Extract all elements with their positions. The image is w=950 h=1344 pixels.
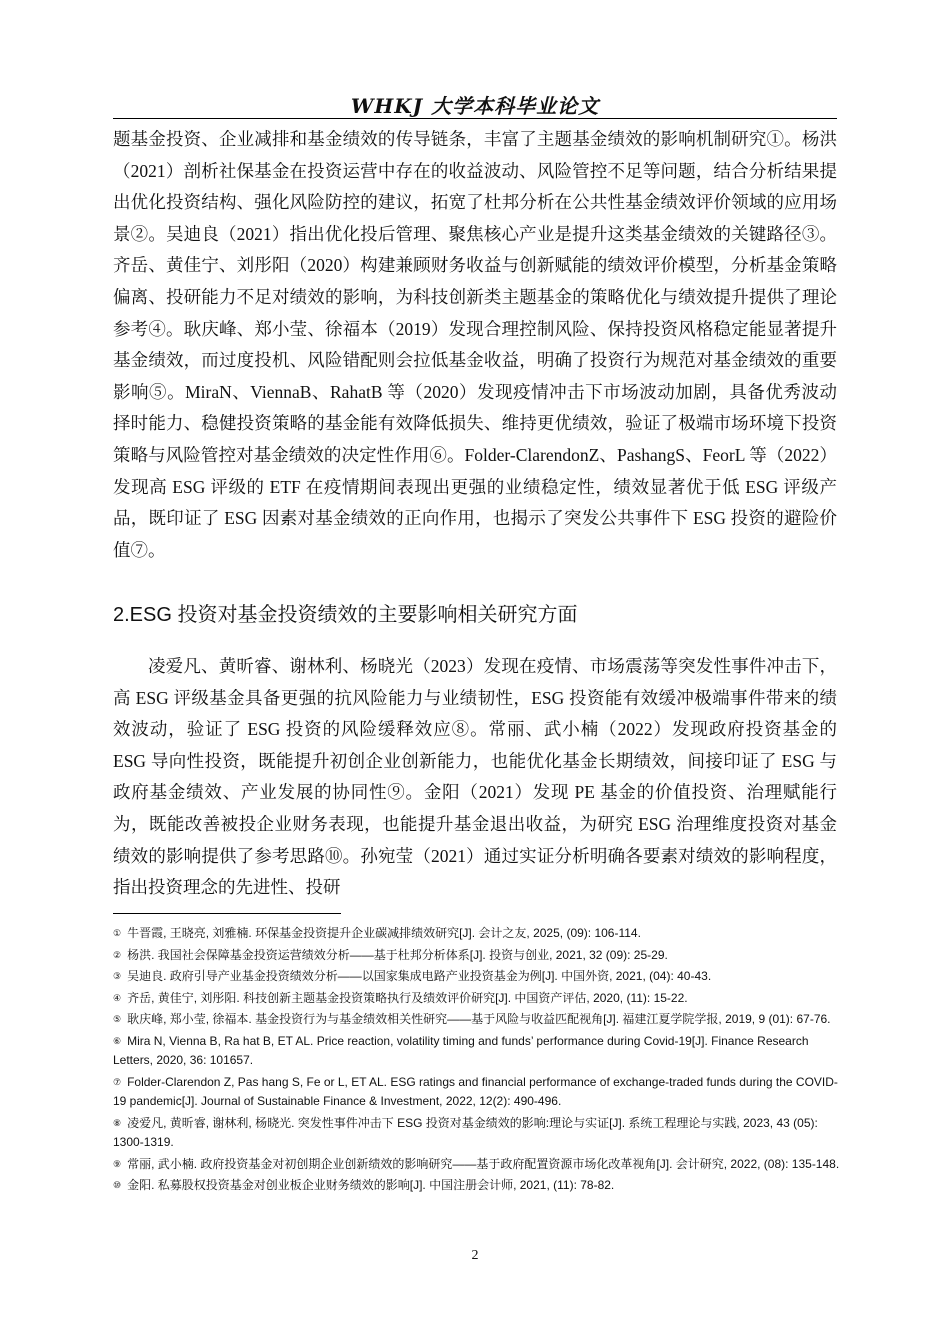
section1-body	[113, 124, 837, 566]
footnote	[113, 989, 843, 1009]
footnote-mark: ④	[113, 992, 122, 1003]
footnote-text: 吴迪良. 政府引导产业基金投资绩效分析——以国家集成电路产业投资基金为例[J]. 中国外资, 2021, (04): 40-43.	[127, 969, 712, 983]
footnote-text: Mira N, Vienna B, Ra hat B, ET AL. Price reaction, volatility timing and funds’ performance during Covid-19[J]. Finance Research Letters, 2020, 36: 101657.	[113, 1033, 809, 1067]
section-heading: 2.ESG 投资对基金投资绩效的主要影响相关研究方面	[113, 604, 578, 626]
footnote	[113, 1114, 843, 1153]
footnote-rule	[113, 913, 341, 914]
footnotes	[113, 924, 843, 1198]
footnote-text: 杨洪. 我国社会保障基金投资运营绩效分析——基于杜邦分析体系[J]. 投资与创业, 2021, 32 (09): 25-29.	[127, 947, 668, 962]
footnote-mark: ⑦	[113, 1076, 122, 1087]
footnote	[113, 967, 843, 987]
section1-paragraph: 题基金投资、企业减排和基金绩效的传导链条，丰富了主题基金绩效的影响机制研究①。杨洪（2021）剖析社保基金在投资运营中存在的收益波动、风险管控不足等问题，结合分析结果提出优化投资结构、强化风险防控的建议，拓宽了杜邦分析在公共性基金绩效评价领域的应用场景②。吴迪良（2021）指出优化投后管理、聚焦核心产业是提升这类基金绩效的关键路径③。齐岳、黄佳宁、刘彤阳（2020）构建兼顾财务收益与创新赋能的绩效评价模型，分析基金策略偏离、投研能力不足对绩效的影响，为科技创新类主题基金的策略优化与绩效提升提供了理论参考④。耿庆峰、郑小莹、徐福本（2019）发现合理控制风险、保持投资风格稳定能显著提升基金绩效，而过度投机、风险错配则会拉低基金收益，明确了投资行为规范对基金绩效的重要影响⑤。MiraN、ViennaB、RahatB 等（2020）发现疫情冲击下市场波动加剧，具备优秀波动择时能力、稳健投资策略的基金能有效降低损失、维持更优绩效，验证了极端市场环境下投资策略与风险管控对基金绩效的决定性作用⑥。Folder-ClarendonZ、PashangS、FeorL 等（2022）发现高 ESG 评级的 ETF 在疫情期间表现出更强的业绩稳定性，绩效显著优于低 ESG 评级产品，既印证了 ESG 因素对基金绩效的正向作用，也揭示了突发公共事件下 ESG 投资的避险价值⑦。	[113, 129, 837, 560]
footnote-text: 耿庆峰, 郑小莹, 徐福本. 基金投资行为与基金绩效相关性研究——基于风险与收益匹配视角[J]. 福建江夏学院学报, 2019, 9 (01): 67-76.	[127, 1012, 831, 1026]
footnote-mark: ⑨	[113, 1158, 122, 1169]
footnote-mark: ①	[113, 928, 122, 938]
footnote-mark: ⑤	[113, 1014, 122, 1024]
footnote-mark: ⑧	[113, 1117, 122, 1128]
footnote-mark: ③	[113, 971, 122, 981]
footnote-mark: ⑥	[113, 1035, 122, 1046]
footnote	[113, 1073, 843, 1112]
footnote	[113, 1032, 843, 1071]
running-header: WHKJ 大学本科毕业论文	[350, 94, 600, 118]
footnote	[113, 924, 843, 944]
footnote-text: Folder-Clarendon Z, Pas hang S, Fe or L, ET AL. ESG ratings and financial performance of exchange-traded funds during the COVID-19 pandemic[J]. Journal of Sustainable Finance & Investment, 2022, 12(2): 490-496.	[113, 1074, 838, 1108]
footnote-text: 牛晋霞, 王晓亮, 刘雅楠. 环保基金投资提升企业碳减排绩效研究[J]. 会计之友, 2025, (09): 106-114.	[127, 926, 641, 940]
footnote-mark: ②	[113, 949, 122, 960]
footnote-text: 凌爱凡, 黄昕睿, 谢林利, 杨晓光. 突发性事件冲击下 ESG 投资对基金绩效的影响:理论与实证[J]. 系统工程理论与实践, 2023, 43 (05): 1300-1319.	[113, 1115, 818, 1149]
footnote-mark: ⑩	[113, 1180, 122, 1190]
header-rule	[113, 118, 837, 119]
section2-paragraph: 凌爱凡、黄昕睿、谢林利、杨晓光（2023）发现在疫情、市场震荡等突发性事件冲击下，高 ESG 评级基金具备更强的抗风险能力与业绩韧性，ESG 投资能有效缓冲极端事件带来的绩效波动，验证了 ESG 投资的风险缓释效应⑧。常丽、武小楠（2022）发现政府投资基金的 ESG 导向性投资，既能提升初创企业创新能力，也能优化基金长期绩效，间接印证了 ESG 与政府基金绩效、产业发展的协同性⑨。金阳（2021）发现 PE 基金的价值投资、治理赋能行为，既能改善被投企业财务表现，也能提升基金退出收益，为研究 ESG 治理维度投资对基金绩效的影响提供了参考思路⑩。孙宛莹（2021）通过实证分析明确各要素对绩效的影响程度，指出投资理念的先进性、投研	[113, 656, 837, 898]
footnote	[113, 1010, 843, 1030]
footnote	[113, 946, 843, 966]
footnote-text: 齐岳, 黄佳宁, 刘彤阳. 科技创新主题基金投资策略执行及绩效评价研究[J]. 中国资产评估, 2020, (11): 15-22.	[127, 990, 688, 1005]
page-number: 2	[471, 1248, 479, 1263]
footnote	[113, 1176, 843, 1196]
footnote-text: 常丽, 武小楠. 政府投资基金对初创期企业创新绩效的影响研究——基于政府配置资源市场化改革视角[J]. 会计研究, 2022, (08): 135-148.	[127, 1156, 840, 1171]
footnote-text: 金阳. 私募股权投资基金对创业板企业财务绩效的影响[J]. 中国注册会计师, 2021, (11): 78-82.	[127, 1178, 615, 1192]
section2-body	[113, 651, 837, 904]
footnote	[113, 1155, 843, 1175]
